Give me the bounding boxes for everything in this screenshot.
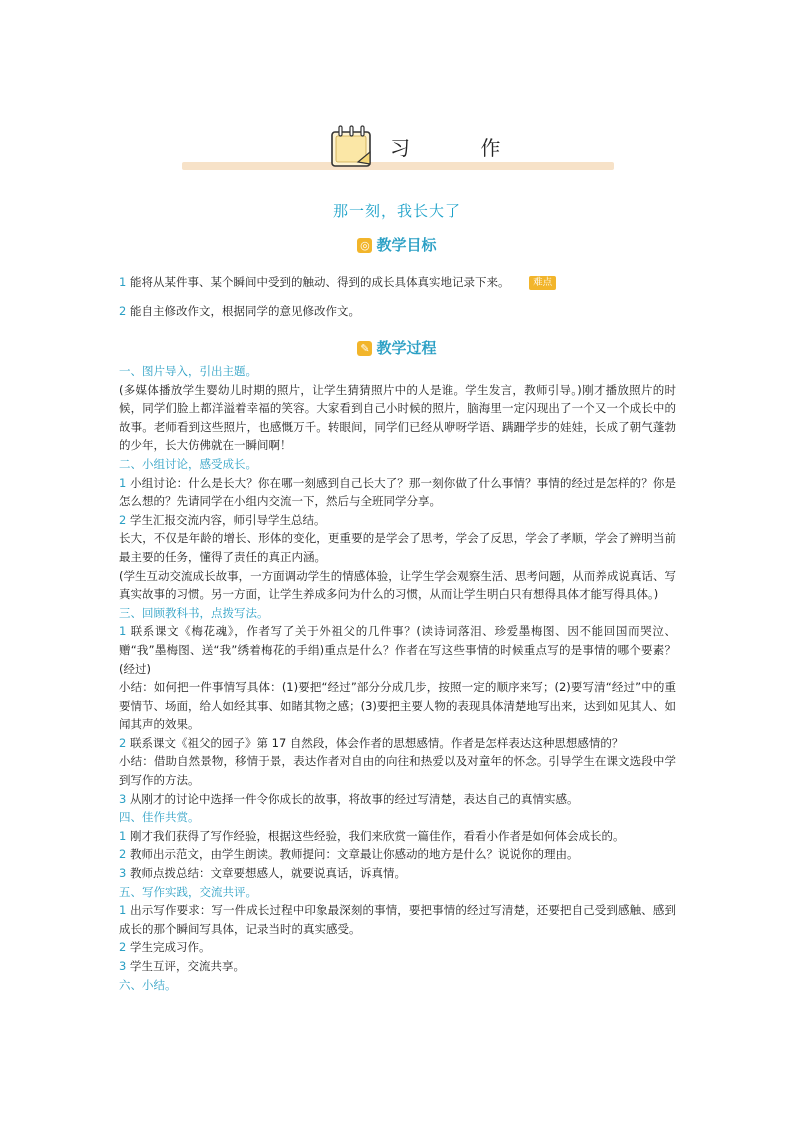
- lesson-title: 那一刻，我长大了: [332, 202, 461, 220]
- goal-text: 能自主修改作文，根据同学的意见修改作文。: [129, 304, 360, 318]
- goals-section-title: 教学目标: [376, 236, 437, 254]
- notepad-icon: [328, 124, 376, 168]
- item-number: 1: [119, 475, 127, 490]
- numbered-item: [119, 734, 676, 753]
- item-number: 3: [119, 791, 127, 806]
- item-text: 从刚才的讨论中选择一件令你成长的故事，将故事的经过写清楚，表达自己的真情实感。: [129, 791, 579, 806]
- numbered-item: [119, 901, 676, 938]
- item-number: 3: [119, 959, 127, 973]
- goal-text: 能将从某件事、某个瞬间中受到的触动、得到的成长具体真实地记录下来。: [129, 275, 510, 289]
- goal-number: 1: [119, 275, 127, 289]
- paragraph: 小结：借助自然景物，移情于景，表达作者对自由的向往和热爱以及对童年的怀念。引导学生在课文选段中学到写作的方法。: [119, 754, 676, 788]
- item-number: 1: [119, 624, 127, 639]
- paragraph: 长大，不仅是年龄的增长、形体的变化，更重要的是学会了思考，学会了反思，学会了孝顺，学会了辨明当前最主要的任务，懂得了责任的真正内涵。: [119, 531, 676, 564]
- item-number: 2: [119, 847, 127, 862]
- numbered-item: [119, 957, 676, 976]
- process-section-title: 教学过程: [376, 339, 437, 357]
- goal-number: 2: [119, 304, 127, 318]
- step-heading: 六、小结。: [119, 977, 177, 992]
- numbered-item: [119, 474, 676, 511]
- item-text: 联系课文《祖父的园子》第 17 自然段，体会作者的思想感情。作者是怎样表达这种思想感情的？: [129, 735, 624, 750]
- paragraph: (多媒体播放学生婴幼儿时期的照片，让学生猜猜照片中的人是谁。学生发言，教师引导。)刚才播放照片的时候，同学们脸上都洋溢着幸福的笑容。大家看到自己小时候的照片，脑海里一定闪现出了一个又一个成长中的故事。老师看到这些照片，也感慨万千。转眼间，同学们已经从咿呀学语、蹒跚学步的娃娃，长成了朝气蓬勃的少年，长大仿佛就在一瞬间啊！: [119, 382, 676, 453]
- numbered-item: [119, 938, 676, 957]
- item-number: 2: [119, 940, 127, 955]
- item-text: 教师点拨总结：文章要想感人，就要说真话，诉真情。: [129, 866, 406, 881]
- item-number: 1: [119, 828, 127, 843]
- item-text: 学生汇报交流内容，师引导学生总结。: [129, 512, 326, 527]
- numbered-item: [119, 622, 676, 678]
- goal-item: [119, 303, 360, 319]
- step-heading: 二、小组讨论，感受成长。: [119, 456, 257, 471]
- numbered-item: [119, 864, 676, 883]
- item-text: 联系课文《梅花魂》，作者写了关于外祖父的几件事？(读诗词落泪、珍爱墨梅图、因不能回国而哭泣、赠“我”墨梅图、送“我”绣着梅花的手绢)重点是什么？作者在写这些事情的时候重点写的是事情的哪个要素？(经过): [119, 624, 677, 676]
- step-heading: 一、图片导入，引出主题。: [119, 364, 257, 378]
- header-bar: [182, 162, 614, 170]
- numbered-item: [119, 511, 676, 530]
- step-heading: 三、回顾教科书，点拨写法。: [119, 605, 269, 620]
- item-text: 学生完成习作。: [129, 940, 211, 955]
- item-text: 学生互评，交流共享。: [129, 959, 245, 973]
- pencil-icon: ✎: [357, 341, 372, 356]
- step-heading: 四、佳作共赏。: [119, 810, 200, 825]
- teaching-process: [119, 362, 676, 994]
- difficulty-badge: 难点: [529, 276, 556, 290]
- item-text: 刚才我们获得了写作经验，根据这些经验，我们来欣赏一篇佳作，看看小作者是如何体会成长的。: [129, 828, 625, 843]
- item-number: 2: [119, 735, 127, 750]
- numbered-item: [119, 845, 676, 864]
- item-text: 出示写作要求：写一件成长过程中印象最深刻的事情，要把事情的经过写清楚，还要把自己受到感触、感到成长的那个瞬间写具体，记录当时的真实感受。: [119, 903, 677, 936]
- target-icon: ◎: [357, 238, 372, 253]
- process-section-heading: [0, 337, 794, 358]
- goals-section-heading: [0, 234, 794, 255]
- page-heading: 习 作: [390, 136, 533, 160]
- step-heading: 五、写作实践，交流共评。: [119, 884, 257, 899]
- item-text: 小组讨论：什么是长大？你在哪一刻感到自己长大了？那一刻你做了什么事情？事情的经过是怎样的？你是怎么想的？先请同学在小组内交流一下，然后与全班同学分享。: [119, 475, 677, 509]
- item-number: 1: [119, 903, 127, 918]
- numbered-item: [119, 827, 676, 846]
- item-number: 3: [119, 866, 127, 881]
- item-text: 教师出示范文，由学生朗读。教师提问：文章最让你感动的地方是什么？说说你的理由。: [129, 847, 579, 862]
- page-header: [182, 120, 614, 172]
- numbered-item: [119, 790, 676, 809]
- paragraph: (学生互动交流成长故事，一方面调动学生的情感体验，让学生学会观察生活、思考问题，从而养成说真话、写真实故事的习惯。另一方面，让学生养成多问为什么的习惯，从而让学生明白只有想得具体才能写得具体。): [119, 568, 676, 602]
- paragraph: 小结：如何把一件事情写具体：(1)要把“经过”部分分成几步，按照一定的顺序来写；(2)要写清“经过”中的重要情节、场面，给人如经其事、如睹其物之感；(3)要把主要人物的表现具体清楚地写出来，达到如见其人、如闻其声的效果。: [119, 680, 676, 732]
- item-number: 2: [119, 512, 127, 527]
- goal-item: [119, 274, 556, 290]
